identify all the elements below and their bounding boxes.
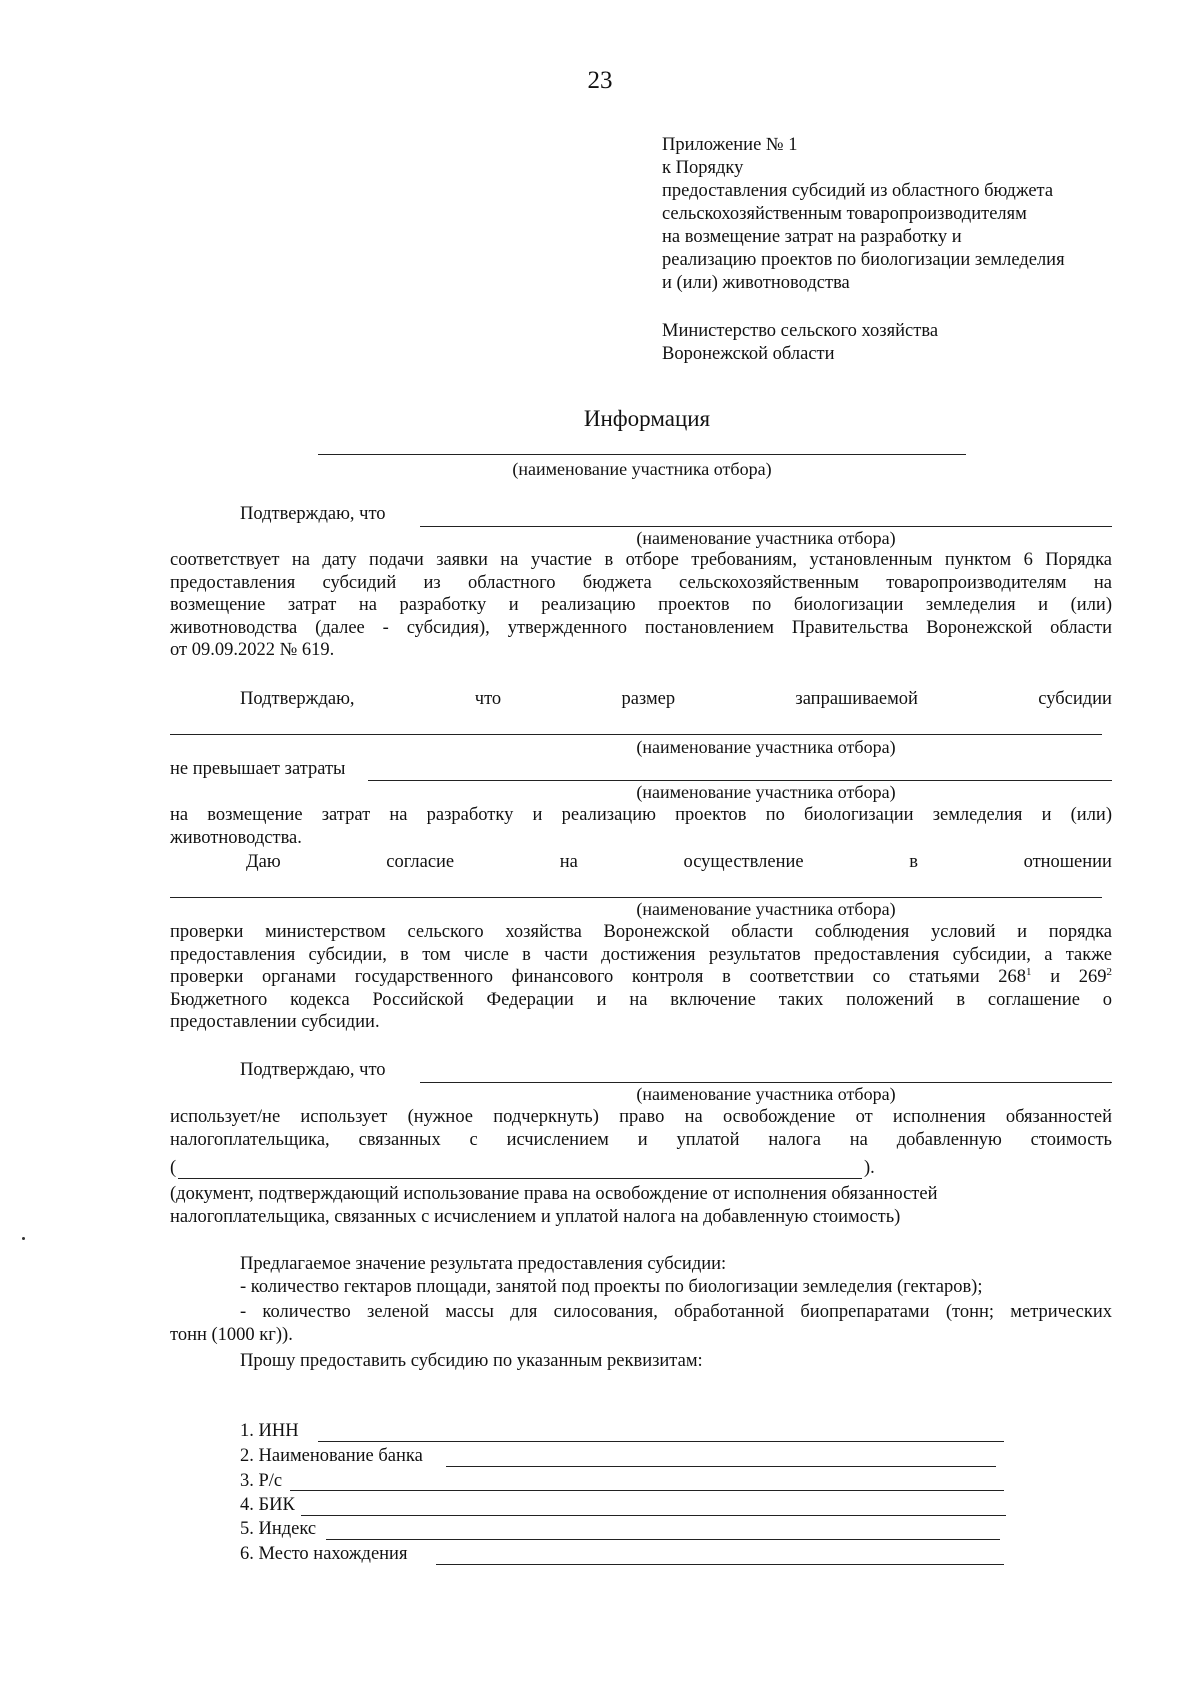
requisite-field-account[interactable] — [290, 1490, 1004, 1491]
paragraph-line — [170, 966, 1112, 989]
result-heading: Предлагаемое значение результата предоставления субсидии: — [240, 1254, 727, 1274]
spread-word: на — [559, 852, 578, 872]
paragraph-line: на возмещение затрат на разработку и реализацию проектов по биологизации земледелия и (или) — [170, 805, 1112, 825]
paren-close: ). — [864, 1158, 875, 1178]
articles-text: и 269 — [1031, 967, 1107, 987]
paragraph-line: соответствует на дату подачи заявки на участие в отборе требованиям, установленным пунктом 6 Порядка — [170, 550, 1112, 570]
addressee — [662, 320, 938, 366]
spread-word: Даю — [246, 852, 281, 872]
spread-word: субсидии — [1038, 689, 1112, 709]
requirements-paragraph — [170, 549, 1112, 662]
document-title: Информация — [583, 406, 711, 431]
spread-word: осуществление — [683, 852, 804, 872]
consent-paragraph — [170, 921, 1112, 1034]
requisite-label: 3. Р/с — [240, 1471, 283, 1491]
spread-word: Подтверждаю, — [240, 689, 355, 709]
confirm-lead: Подтверждаю, что — [240, 504, 386, 524]
vat-name-caption: (наименование участника отбора) — [636, 1084, 896, 1104]
requisite-field-index[interactable] — [326, 1539, 1000, 1540]
request-text: Прошу предоставить субсидию по указанным реквизитам: — [240, 1351, 703, 1371]
paragraph-line: предоставлении субсидии. — [170, 1012, 380, 1032]
consent-name-caption: (наименование участника отбора) — [636, 899, 896, 919]
consent-lead — [246, 851, 1112, 873]
requisite-label: 6. Место нахождения — [240, 1544, 408, 1564]
paragraph-line: проверки министерством сельского хозяйства Воронежской области соблюдения условий и порядка — [170, 922, 1112, 942]
spread-word: в — [909, 852, 918, 872]
subsidy-name-line — [170, 734, 1102, 735]
superscript: 1 — [1026, 965, 1032, 978]
paragraph-line: тонн (1000 кг)). — [170, 1324, 293, 1345]
appendix-line: к Порядку — [662, 158, 744, 178]
requisite-field-inn[interactable] — [318, 1441, 1004, 1442]
subsidy-name-caption: (наименование участника отбора) — [636, 737, 896, 757]
costs-name-caption: (наименование участника отбора) — [636, 782, 896, 802]
participant-name-line — [318, 454, 966, 455]
addressee-line: Министерство сельского хозяйства — [662, 321, 939, 341]
caption-line: налогоплательщика, связанных с исчислением и уплатой налога на добавленную стоимость) — [170, 1207, 901, 1227]
paragraph-line: - количество зеленой массы для силосования, обработанной биопрепаратами (тонн; метрических — [240, 1302, 1112, 1322]
paragraph-line: Бюджетного кодекса Российской Федерации и на включение таких положений в соглашение о — [170, 989, 1112, 1010]
vat-confirm-lead: Подтверждаю, что — [240, 1060, 386, 1080]
spread-word: согласие — [386, 852, 455, 872]
subsidy-size-lead — [240, 688, 1112, 710]
appendix-header — [662, 134, 1065, 295]
requisite-field-bik[interactable] — [301, 1515, 1006, 1516]
confirm-name-caption: (наименование участника отбора) — [636, 528, 896, 548]
appendix-line: реализацию проектов по биологизации земледелия — [662, 250, 1065, 270]
spread-word: что — [474, 689, 502, 709]
vat-document-line — [178, 1178, 862, 1179]
appendix-line: предоставления субсидий из областного бюджета — [662, 181, 1054, 201]
addressee-line: Воронежской области — [662, 344, 835, 364]
requisite-label: 2. Наименование банка — [240, 1446, 423, 1466]
scan-speck — [22, 1237, 25, 1240]
requisite-label: 5. Индекс — [240, 1519, 317, 1539]
spread-word: размер — [621, 689, 676, 709]
superscript: 2 — [1106, 965, 1112, 978]
paragraph-line: использует/не использует (нужное подчеркнуть) право на освобождение от исполнения обязанностей — [170, 1107, 1112, 1127]
paragraph-line: налогоплательщика, связанных с исчислением и уплатой налога на добавленную стоимость — [170, 1129, 1112, 1150]
requisite-field-location[interactable] — [436, 1564, 1004, 1565]
costs-paragraph — [170, 804, 1112, 849]
caption-line: (документ, подтверждающий использование права на освобождение от исполнения обязанностей — [170, 1184, 938, 1204]
paragraph-line: животноводства (далее - субсидия), утвержденного постановлением Правительства Воронежской области — [170, 617, 1112, 638]
vat-document-caption — [170, 1183, 938, 1229]
appendix-line: на возмещение затрат на разработку и — [662, 227, 962, 247]
result-item: - количество гектаров площади, занятой под проекты по биологизации земледелия (гектаров); — [240, 1277, 983, 1297]
articles-text: проверки органами государственного финансового контроля в соответствии со статьями 268 — [170, 967, 1027, 987]
spread-word: отношении — [1023, 852, 1112, 872]
appendix-line: Приложение № 1 — [662, 135, 798, 155]
spread-word: запрашиваемой — [795, 689, 918, 709]
paragraph-line: предоставления субсидии, в том числе в части достижения результатов предоставления субсидии, а также — [170, 944, 1112, 965]
requisite-label: 4. БИК — [240, 1495, 295, 1515]
participant-name-caption: (наименование участника отбора) — [512, 459, 772, 479]
vat-paragraph — [170, 1106, 1112, 1151]
result-item-2 — [170, 1301, 1112, 1346]
appendix-line: и (или) животноводства — [662, 273, 850, 293]
paragraph-line: возмещение затрат на разработку и реализацию проектов по биологизации земледелия и (или) — [170, 595, 1112, 615]
paragraph-line: предоставления субсидий из областного бюджета сельскохозяйственным товаропроизводителям на — [170, 572, 1112, 593]
not-exceed-label: не превышает затраты — [170, 759, 346, 779]
requisite-field-bank[interactable] — [446, 1466, 996, 1467]
paragraph-line: животноводства. — [170, 827, 302, 848]
page-number: 23 — [587, 67, 613, 94]
paren-open: ( — [170, 1158, 177, 1178]
appendix-line: сельскохозяйственным товаропроизводителям — [662, 204, 1027, 224]
paragraph-line: от 09.09.2022 № 619. — [170, 640, 335, 660]
requisite-label: 1. ИНН — [240, 1421, 299, 1441]
